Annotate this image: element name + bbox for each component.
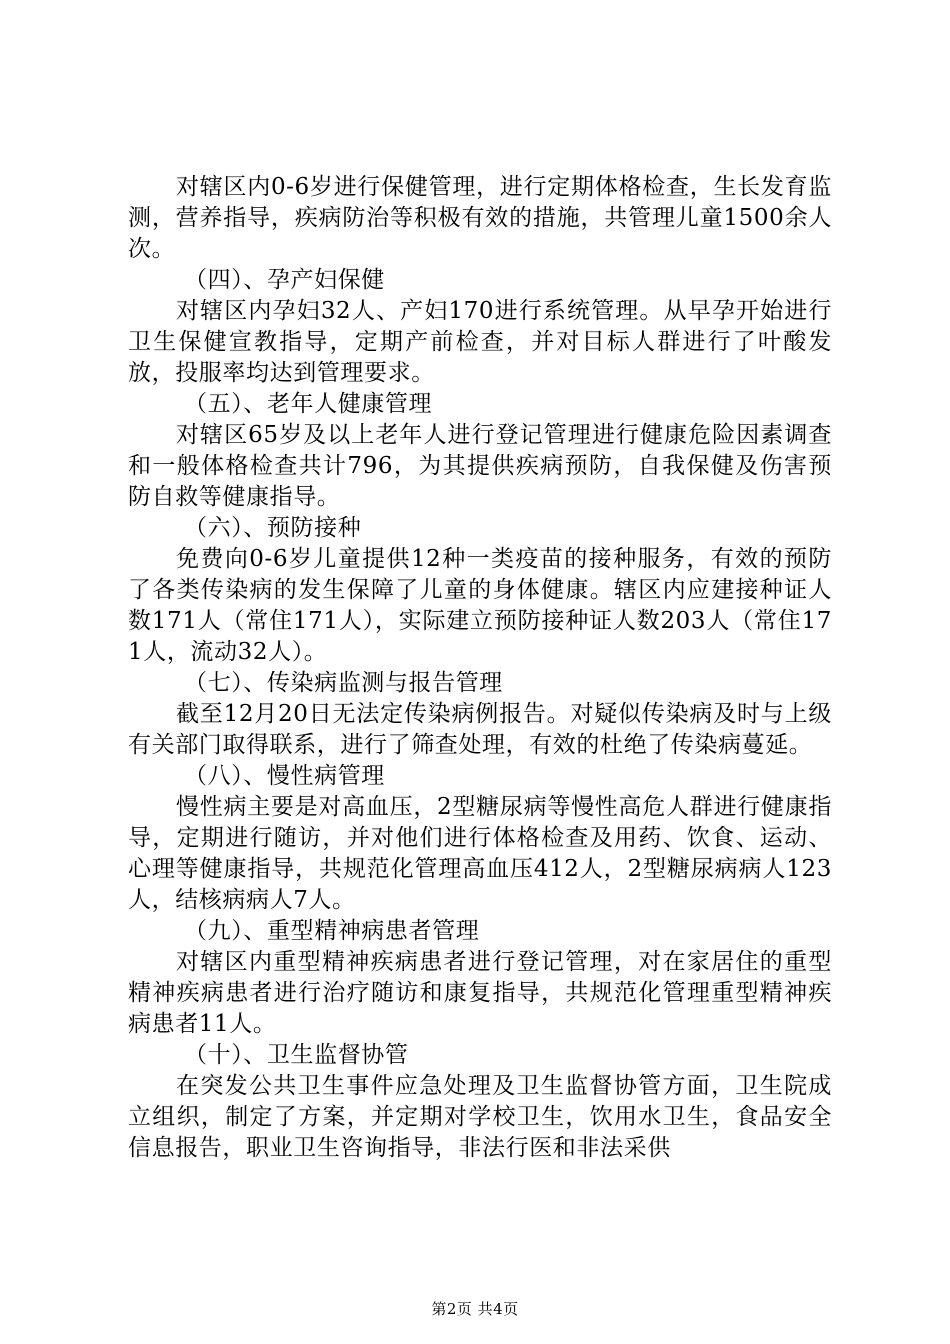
heading-infectious-disease: （七）、传染病监测与报告管理 [184, 670, 503, 696]
heading-maternal-health: （四）、孕产妇保健 [184, 267, 385, 293]
paragraph-mental-illness: 对辖区内重型精神疾病患者进行登记管理，对在家居住的重型精神疾病患者进行治疗随访和康复指导，共规范化管理重型精神疾病患者11人。 [128, 949, 832, 1037]
paragraph-health-supervision: 在突发公共卫生事件应急处理及卫生监督协管方面，卫生院成立组织，制定了方案，并定期对学校卫生，饮用水卫生，食品安全信息报告，职业卫生咨询指导，非法行医和非法采供 [128, 1073, 832, 1161]
paragraph-vaccination: 免费向0-6岁儿童提供12种一类疫苗的接种服务，有效的预防了各类传染病的发生保障了儿童的身体健康。辖区内应建接种证人数171人（常住171人），实际建立预防接种证人数203人（常住171人，流动32人）。 [128, 546, 832, 665]
heading-vaccination: （六）、预防接种 [184, 515, 362, 541]
paragraph-chronic-disease: 慢性病主要是对高血压，2型糖尿病等慢性高危人群进行健康指导，定期进行随访，并对他们进行体格检查及用药、饮食、运动、心理等健康指导，共规范化管理高血压412人，2型糖尿病病人123人，结核病病人7人。 [128, 794, 832, 913]
paragraph-infectious-disease: 截至12月20日无法定传染病例报告。对疑似传染病及时与上级有关部门取得联系，进行了筛查处理，有效的杜绝了传染病蔓延。 [128, 701, 832, 758]
document-body [128, 172, 832, 1164]
paragraph-elderly-health: 对辖区65岁及以上老年人进行登记管理进行健康危险因素调查和一般体格检查共计796，为其提供疾病预防，自我保健及伤害预防自救等健康指导。 [128, 422, 832, 510]
heading-health-supervision: （十）、卫生监督协管 [184, 1042, 409, 1068]
heading-elderly-health: （五）、老年人健康管理 [184, 391, 433, 417]
heading-chronic-disease: （八）、慢性病管理 [184, 763, 385, 789]
paragraph-child-health: 对辖区内0-6岁进行保健管理，进行定期体格检查，生长发育监测，营养指导，疾病防治等积极有效的措施，共管理儿童1500余人次。 [128, 174, 832, 262]
heading-mental-illness: （九）、重型精神病患者管理 [184, 918, 480, 944]
page-number-footer: 第2页 共4页 [431, 1300, 519, 1318]
paragraph-maternal-health: 对辖区内孕妇32人、产妇170进行系统管理。从早孕开始进行卫生保健宣教指导，定期产前检查，并对目标人群进行了叶酸发放，投服率均达到管理要求。 [128, 298, 832, 386]
